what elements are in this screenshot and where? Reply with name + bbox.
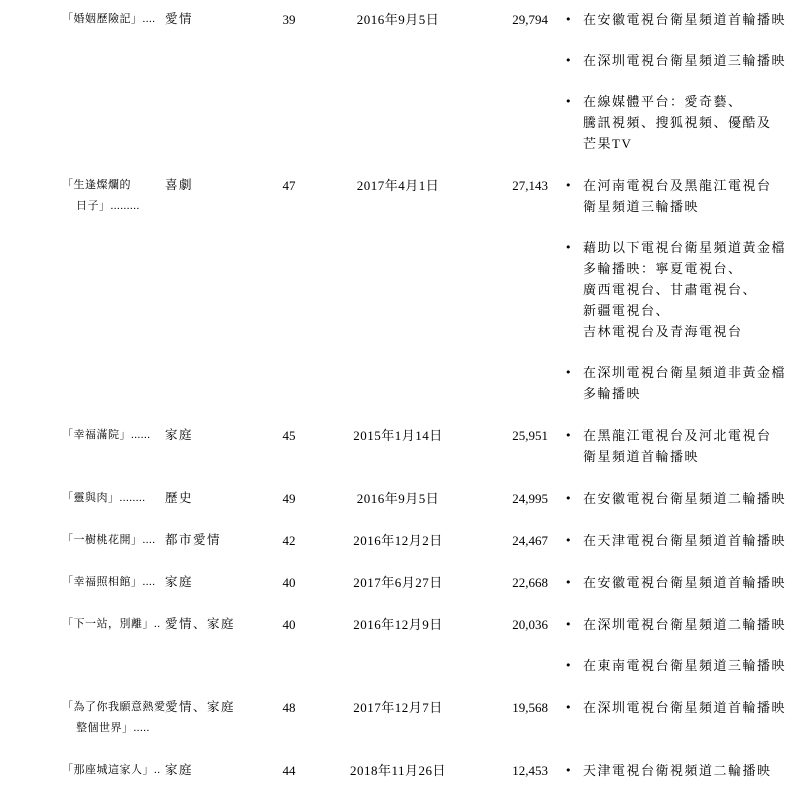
title-line: 「幸福滿院」...... bbox=[62, 429, 151, 441]
title-line: 「婚姻歷險記」.... bbox=[62, 13, 156, 25]
viewership: 20,036 bbox=[512, 617, 548, 632]
note-line: 廣西電視台、甘肅電視台、 bbox=[583, 282, 758, 297]
note-line: 在深圳電視台衛星頻道二輪播映 bbox=[583, 617, 787, 632]
note-line: 多輪播映 bbox=[583, 386, 642, 401]
table-row bbox=[62, 697, 802, 739]
drama-title bbox=[62, 425, 165, 446]
broadcast-note bbox=[565, 572, 802, 593]
note-line: 在線媒體平台：愛奇藝、 bbox=[583, 94, 743, 109]
note-text bbox=[583, 175, 802, 217]
premiere-date: 2016年12月2日 bbox=[353, 533, 443, 548]
premiere-date: 2017年12月7日 bbox=[353, 700, 443, 715]
premiere-date: 2015年1月14日 bbox=[353, 428, 443, 443]
genre: 歷史 bbox=[165, 491, 194, 505]
broadcast-note bbox=[565, 425, 802, 467]
note-line: 在安徽電視台衛星頻道首輪播映 bbox=[583, 575, 787, 590]
drama-title bbox=[62, 9, 165, 30]
broadcast-note bbox=[565, 530, 802, 551]
broadcast-note bbox=[565, 50, 802, 71]
title-line: 「幸福照相館」.... bbox=[62, 576, 156, 588]
viewership: 24,467 bbox=[512, 533, 548, 548]
drama-title bbox=[62, 488, 165, 509]
broadcast-notes bbox=[548, 572, 802, 593]
premiere-date: 2016年9月5日 bbox=[356, 491, 440, 506]
title-line: 「為了你我願意熱愛 bbox=[62, 701, 166, 713]
viewership: 19,568 bbox=[512, 700, 548, 715]
bullet-icon: • bbox=[565, 366, 572, 379]
viewership: 29,794 bbox=[512, 12, 548, 27]
note-line: 多輪播映：寧夏電視台、 bbox=[583, 261, 743, 276]
viewership: 25,951 bbox=[512, 428, 548, 443]
note-line: 在天津電視台衛星頻道首輪播映 bbox=[583, 533, 787, 548]
bullet-icon: • bbox=[565, 241, 572, 254]
note-line: 在深圳電視台衛星頻道非黃金檔 bbox=[583, 365, 787, 380]
genre: 都市愛情 bbox=[165, 533, 222, 547]
drama-title bbox=[62, 530, 165, 551]
broadcast-notes bbox=[548, 488, 802, 509]
title-line: 「靈與肉」........ bbox=[62, 492, 146, 504]
bullet-icon: • bbox=[565, 576, 572, 589]
broadcast-notes bbox=[548, 530, 802, 551]
drama-title bbox=[62, 760, 165, 781]
premiere-date: 2017年6月27日 bbox=[353, 575, 443, 590]
title-line: 「那座城這家人」.. bbox=[62, 764, 161, 776]
episode-count: 39 bbox=[282, 12, 296, 27]
episode-count: 47 bbox=[282, 178, 296, 193]
bullet-icon: • bbox=[565, 659, 572, 672]
bullet-icon: • bbox=[565, 179, 572, 192]
note-text bbox=[583, 488, 802, 509]
drama-title bbox=[62, 614, 165, 635]
viewership: 22,668 bbox=[512, 575, 548, 590]
note-line: 騰訊視頻、搜狐視頻、優酷及 bbox=[583, 115, 772, 130]
title-line: 整個世界」..... bbox=[76, 722, 150, 734]
table-row bbox=[62, 175, 802, 404]
note-text bbox=[583, 530, 802, 551]
bullet-icon: • bbox=[565, 95, 572, 108]
broadcast-notes bbox=[548, 697, 802, 718]
bullet-icon: • bbox=[565, 701, 572, 714]
note-line: 在河南電視台及黑龍江電視台 bbox=[583, 178, 772, 193]
broadcast-note bbox=[565, 760, 802, 781]
title-line: 「一樹桃花開」.... bbox=[62, 534, 156, 546]
bullet-icon: • bbox=[565, 13, 572, 26]
episode-count: 42 bbox=[282, 533, 296, 548]
bullet-icon: • bbox=[565, 492, 572, 505]
note-line: 衛星頻道三輪播映 bbox=[583, 199, 700, 214]
table-row bbox=[62, 572, 802, 593]
note-text bbox=[583, 237, 802, 342]
note-line: 衛星頻道首輪播映 bbox=[583, 449, 700, 464]
title-line: 「生逢燦爛的 bbox=[62, 179, 131, 191]
episode-count: 45 bbox=[282, 428, 296, 443]
note-line: 在安徽電視台衛星頻道二輪播映 bbox=[583, 491, 787, 506]
broadcast-notes bbox=[548, 425, 802, 467]
note-text bbox=[583, 614, 802, 635]
note-text bbox=[583, 697, 802, 718]
note-text bbox=[583, 9, 802, 30]
note-line: 在東南電視台衛星頻道三輪播映 bbox=[583, 658, 787, 673]
note-line: 在安徽電視台衛星頻道首輪播映 bbox=[583, 12, 787, 27]
broadcast-note bbox=[565, 697, 802, 718]
viewership: 27,143 bbox=[512, 178, 548, 193]
drama-title bbox=[62, 572, 165, 593]
note-text bbox=[583, 91, 802, 154]
broadcast-note bbox=[565, 237, 802, 342]
genre: 愛情 bbox=[165, 12, 194, 26]
note-line: 在深圳電視台衛星頻道三輪播映 bbox=[583, 53, 787, 68]
table-row bbox=[62, 9, 802, 154]
note-text bbox=[583, 425, 802, 467]
note-line: 吉林電視台及青海電視台 bbox=[583, 324, 743, 339]
premiere-date: 2016年12月9日 bbox=[353, 617, 443, 632]
note-line: 新疆電視台、 bbox=[583, 303, 671, 318]
note-text bbox=[583, 362, 802, 404]
bullet-icon: • bbox=[565, 618, 572, 631]
note-text bbox=[583, 655, 802, 676]
episode-count: 40 bbox=[282, 617, 296, 632]
premiere-date: 2016年9月5日 bbox=[356, 12, 440, 27]
drama-title bbox=[62, 697, 165, 739]
note-line: 藉助以下電視台衛星頻道黃金檔 bbox=[583, 240, 787, 255]
broadcast-note bbox=[565, 488, 802, 509]
genre: 喜劇 bbox=[165, 178, 194, 192]
table-row bbox=[62, 530, 802, 551]
broadcast-notes bbox=[548, 760, 802, 781]
episode-count: 40 bbox=[282, 575, 296, 590]
broadcast-notes bbox=[548, 614, 802, 676]
title-line: 「下一站，別離」.. bbox=[62, 618, 161, 630]
episode-count: 49 bbox=[282, 491, 296, 506]
drama-title bbox=[62, 175, 165, 217]
premiere-date: 2018年11月26日 bbox=[349, 763, 447, 778]
note-text bbox=[583, 572, 802, 593]
genre: 家庭 bbox=[165, 575, 194, 589]
genre: 愛情、家庭 bbox=[165, 617, 236, 631]
table-row bbox=[62, 488, 802, 509]
table-row bbox=[62, 760, 802, 781]
note-line: 在黑龍江電視台及河北電視台 bbox=[583, 428, 772, 443]
bullet-icon: • bbox=[565, 429, 572, 442]
broadcast-note bbox=[565, 362, 802, 404]
broadcast-notes bbox=[548, 175, 802, 404]
bullet-icon: • bbox=[565, 534, 572, 547]
broadcast-note bbox=[565, 175, 802, 217]
table-row bbox=[62, 425, 802, 467]
broadcast-note bbox=[565, 9, 802, 30]
genre: 家庭 bbox=[165, 763, 194, 777]
genre: 愛情、家庭 bbox=[165, 700, 236, 714]
viewership: 24,995 bbox=[512, 491, 548, 506]
episode-count: 44 bbox=[282, 763, 296, 778]
note-line: 芒果TV bbox=[583, 136, 633, 151]
broadcast-note bbox=[565, 655, 802, 676]
premiere-date: 2017年4月1日 bbox=[356, 178, 440, 193]
table-row bbox=[62, 614, 802, 676]
broadcast-note bbox=[565, 91, 802, 154]
broadcast-notes bbox=[548, 9, 802, 154]
note-line: 天津電視台衛視頻道二輪播映 bbox=[583, 763, 772, 778]
broadcast-note bbox=[565, 614, 802, 635]
note-text bbox=[583, 50, 802, 71]
viewership: 12,453 bbox=[512, 763, 548, 778]
note-text bbox=[583, 760, 802, 781]
episode-count: 48 bbox=[282, 700, 296, 715]
title-line: 日子」......... bbox=[76, 200, 140, 212]
bullet-icon: • bbox=[565, 54, 572, 67]
bullet-icon: • bbox=[565, 764, 572, 777]
note-line: 在深圳電視台衛星頻道首輪播映 bbox=[583, 700, 787, 715]
genre: 家庭 bbox=[165, 428, 194, 442]
